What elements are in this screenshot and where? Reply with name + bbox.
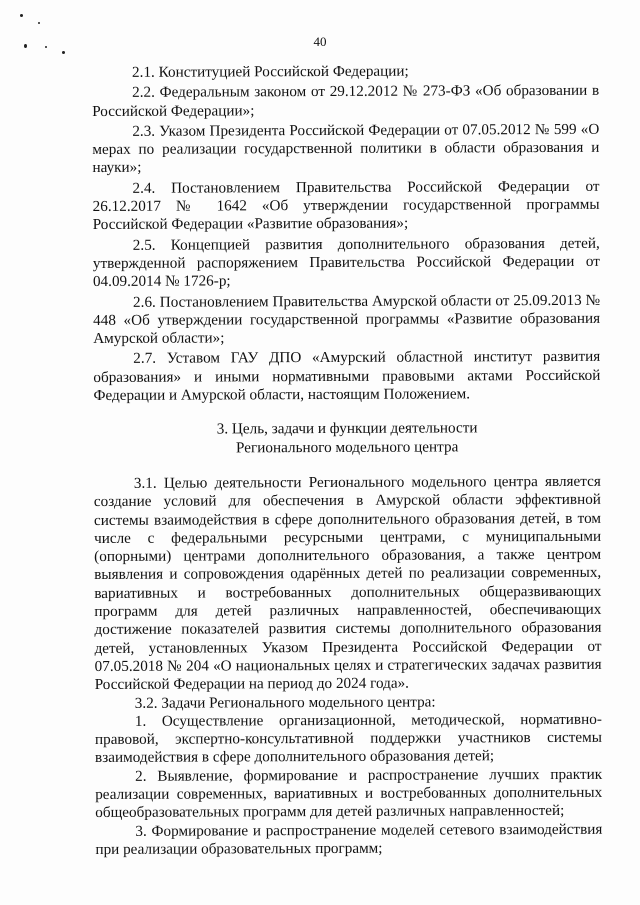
section-heading-line-2: Регионального модельного центра [235,438,459,457]
task-item: 1. Осуществление организационной, методической, нормативно-правовой, экспертно-консультативной поддержки участников системы взаимодействия в сфере дополнительного образования детей; [94,710,602,767]
paragraph-3-2: 3.2. Задачи Регионального модельного центра: [134,693,436,712]
clause-2-5: 2.5. Концепцией развития дополнительного образования детей, утвержденной распоряжением Правительства Российской Федерации от 04.09.2014 № 1726-р; [92,234,600,291]
page-number: 40 [313,34,327,49]
task-item: 2. Выявление, формирование и распространение лучших практик реализации современных, вариативных и востребованных дополнительных общеобразовательных программ для детей различных направленностей; [95,765,603,822]
clause-2-6: 2.6. Постановлением Правительства Амурской области от 25.09.2013 № 448 «Об утверждении государственной программы «Развитие образования Амурской области»; [93,291,601,348]
paragraph-3-1: 3.1. Целью деятельности Регионального модельного центра является создание условий для обеспечения в Амурской области эффективной системы взаимодействия в сфере дополнительного образования детей, в том числе с федеральными ресурсными центрами, с муниципальными (опорными) центрами дополнительного образования, а также центром выявления и сопровождения одарённых детей по реализации современных, вариативных и востребованных дополнительных общеразвивающих программ для детей различных направленностей, обеспечивающих достижение показателей развития системы дополнительного образования детей, установленных Указом Президента Российской Федерации от 07.05.2018 № 204 «О национальных целях и стратегических задачах развития Российской Федерации на период до 2024 года». [93,472,602,694]
section-heading-line-1: 3. Цель, задачи и функции деятельности [216,419,478,438]
clause-2-3: 2.3. Указом Президента Российской Федерации от 07.05.2012 № 599 «О мерах по реализации государственной политики в области образования и науки»; [92,120,600,177]
clause-2-1: 2.1. Конституцией Российской Федерации; [131,62,409,81]
document-body [92,62,602,859]
scan-artifact [20,14,23,17]
scan-artifact [62,51,65,54]
section-heading [94,419,601,458]
task-item: 3. Формирование и распространение моделей сетевого взаимодействия при реализации образовательных программ; [95,820,603,858]
clause-2-4: 2.4. Постановлением Правительства Российской Федерации от 26.12.2017 № 1642 «Об утверждении государственной программы Российской Федерации «Развитие образования»; [92,177,600,234]
clause-2-7: 2.7. Уставом ГАУ ДПО «Амурский областной институт развития образования» и иными нормативными правовыми актами Российской Федерации и Амурской области, настоящим Положением. [93,348,601,405]
scan-artifact [38,22,40,24]
clause-2-2: 2.2. Федеральным законом от 29.12.2012 № 273-ФЗ «Об образовании в Российской Федерации»; [92,82,600,120]
